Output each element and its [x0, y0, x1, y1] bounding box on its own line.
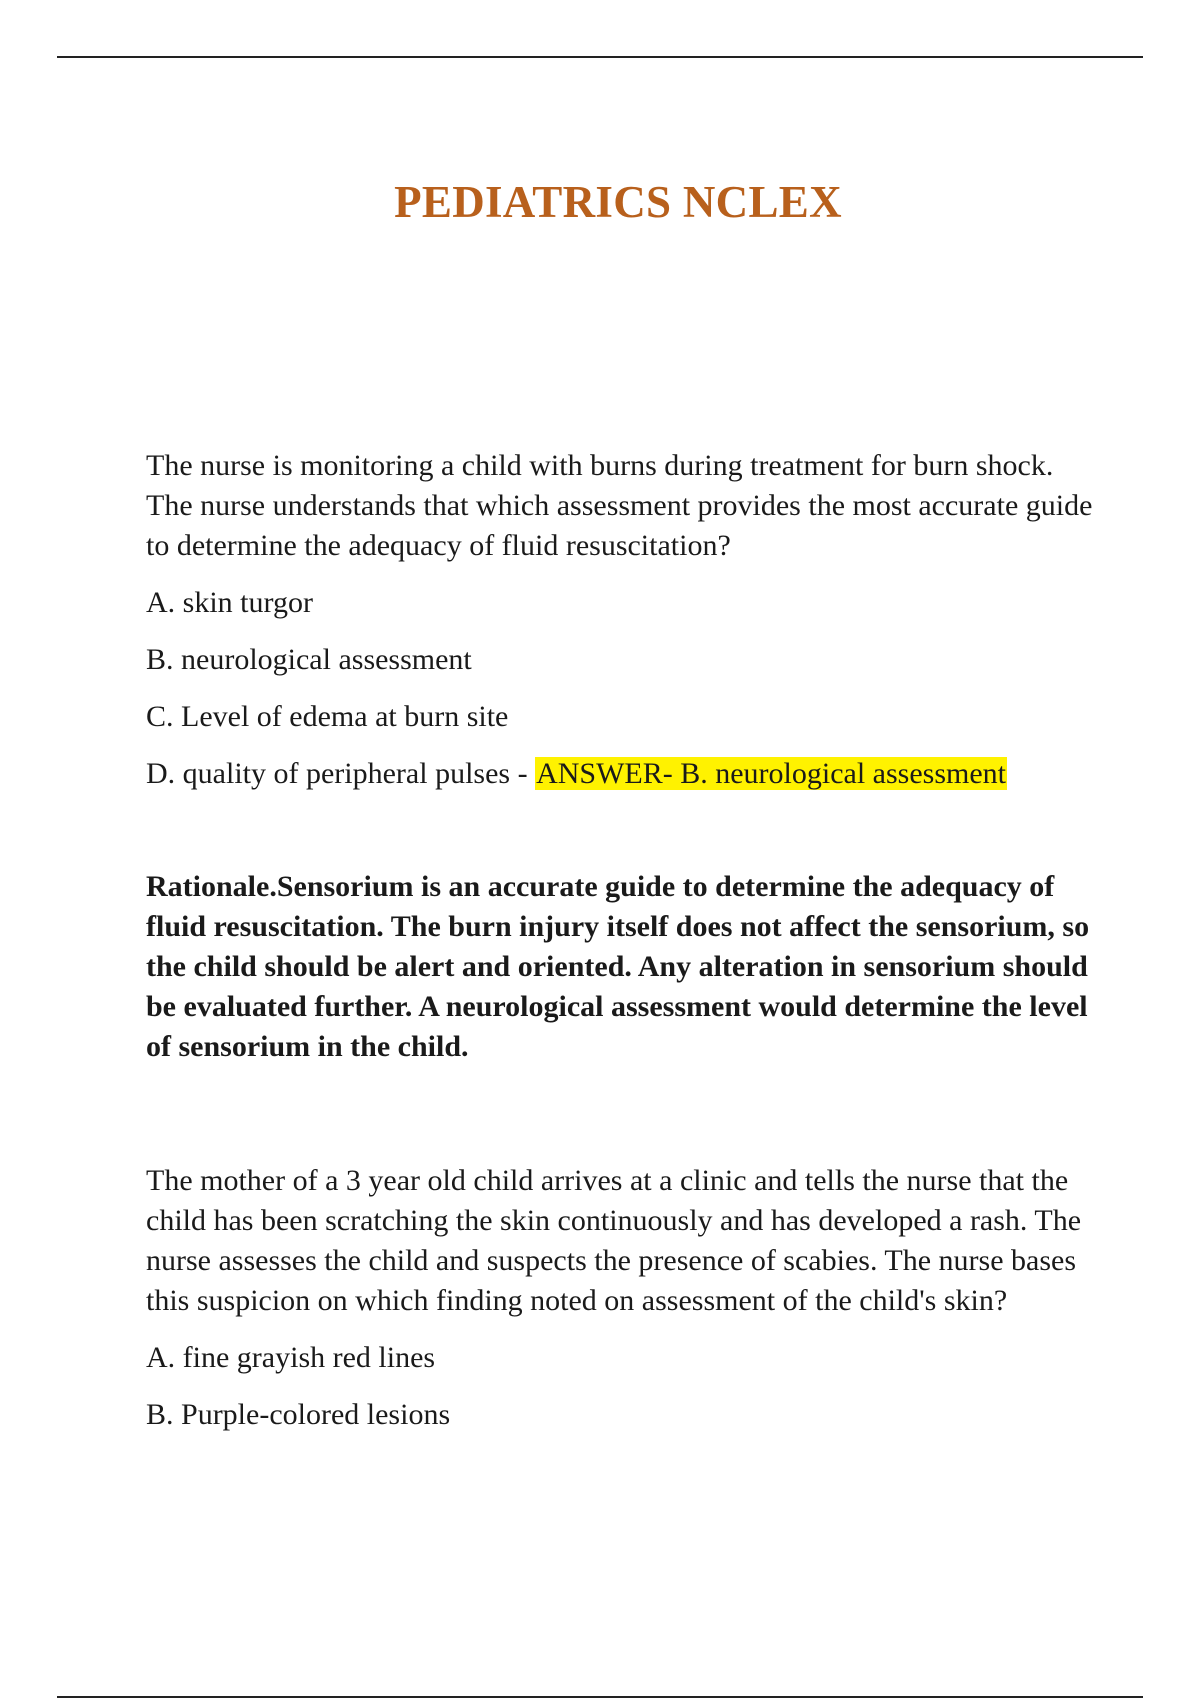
- option-b: B. Purple-colored lesions: [146, 1398, 451, 1431]
- page-title: PEDIATRICS NCLEX: [394, 177, 842, 228]
- question-stem: The mother of a 3 year old child arrives at a clinic and tells the nurse that the child has been scratching the skin continuously and has developed a rash. The nurse assesses the child and suspects the presence of scabies. The nurse bases this suspicion on which finding noted on assessment of the child's skin?: [146, 1164, 1082, 1317]
- question-stem: The nurse is monitoring a child with burns during treatment for burn shock. The nurse understands that which assessment provides the most accurate guide to determine the adequacy of fluid resuscitation?: [146, 449, 1093, 562]
- option-a: A. skin turgor: [146, 586, 313, 619]
- answer-highlight: ANSWER- B. neurological assessment: [536, 757, 1006, 790]
- rationale-text: Rationale.Sensorium is an accurate guide to determine the adequacy of fluid resuscitation. The burn injury itself does not affect the sensorium, so the child should be alert and oriented. Any alteration in sensorium should be evaluated further. A neurological assessment would determine the level of sensorium in the child.: [146, 870, 1090, 1063]
- option-d: D. quality of peripheral pulses -: [146, 757, 536, 790]
- option-a: A. fine grayish red lines: [146, 1341, 436, 1374]
- header-rule: [57, 56, 1143, 58]
- option-d-line: [146, 754, 1106, 794]
- option-c: C. Level of edema at burn site: [146, 700, 509, 733]
- document-body: [146, 446, 1106, 1452]
- option-b: B. neurological assessment: [146, 643, 472, 676]
- footer-rule: [57, 1696, 1143, 1698]
- question-block: [146, 446, 1106, 1067]
- question-block: [146, 1161, 1106, 1435]
